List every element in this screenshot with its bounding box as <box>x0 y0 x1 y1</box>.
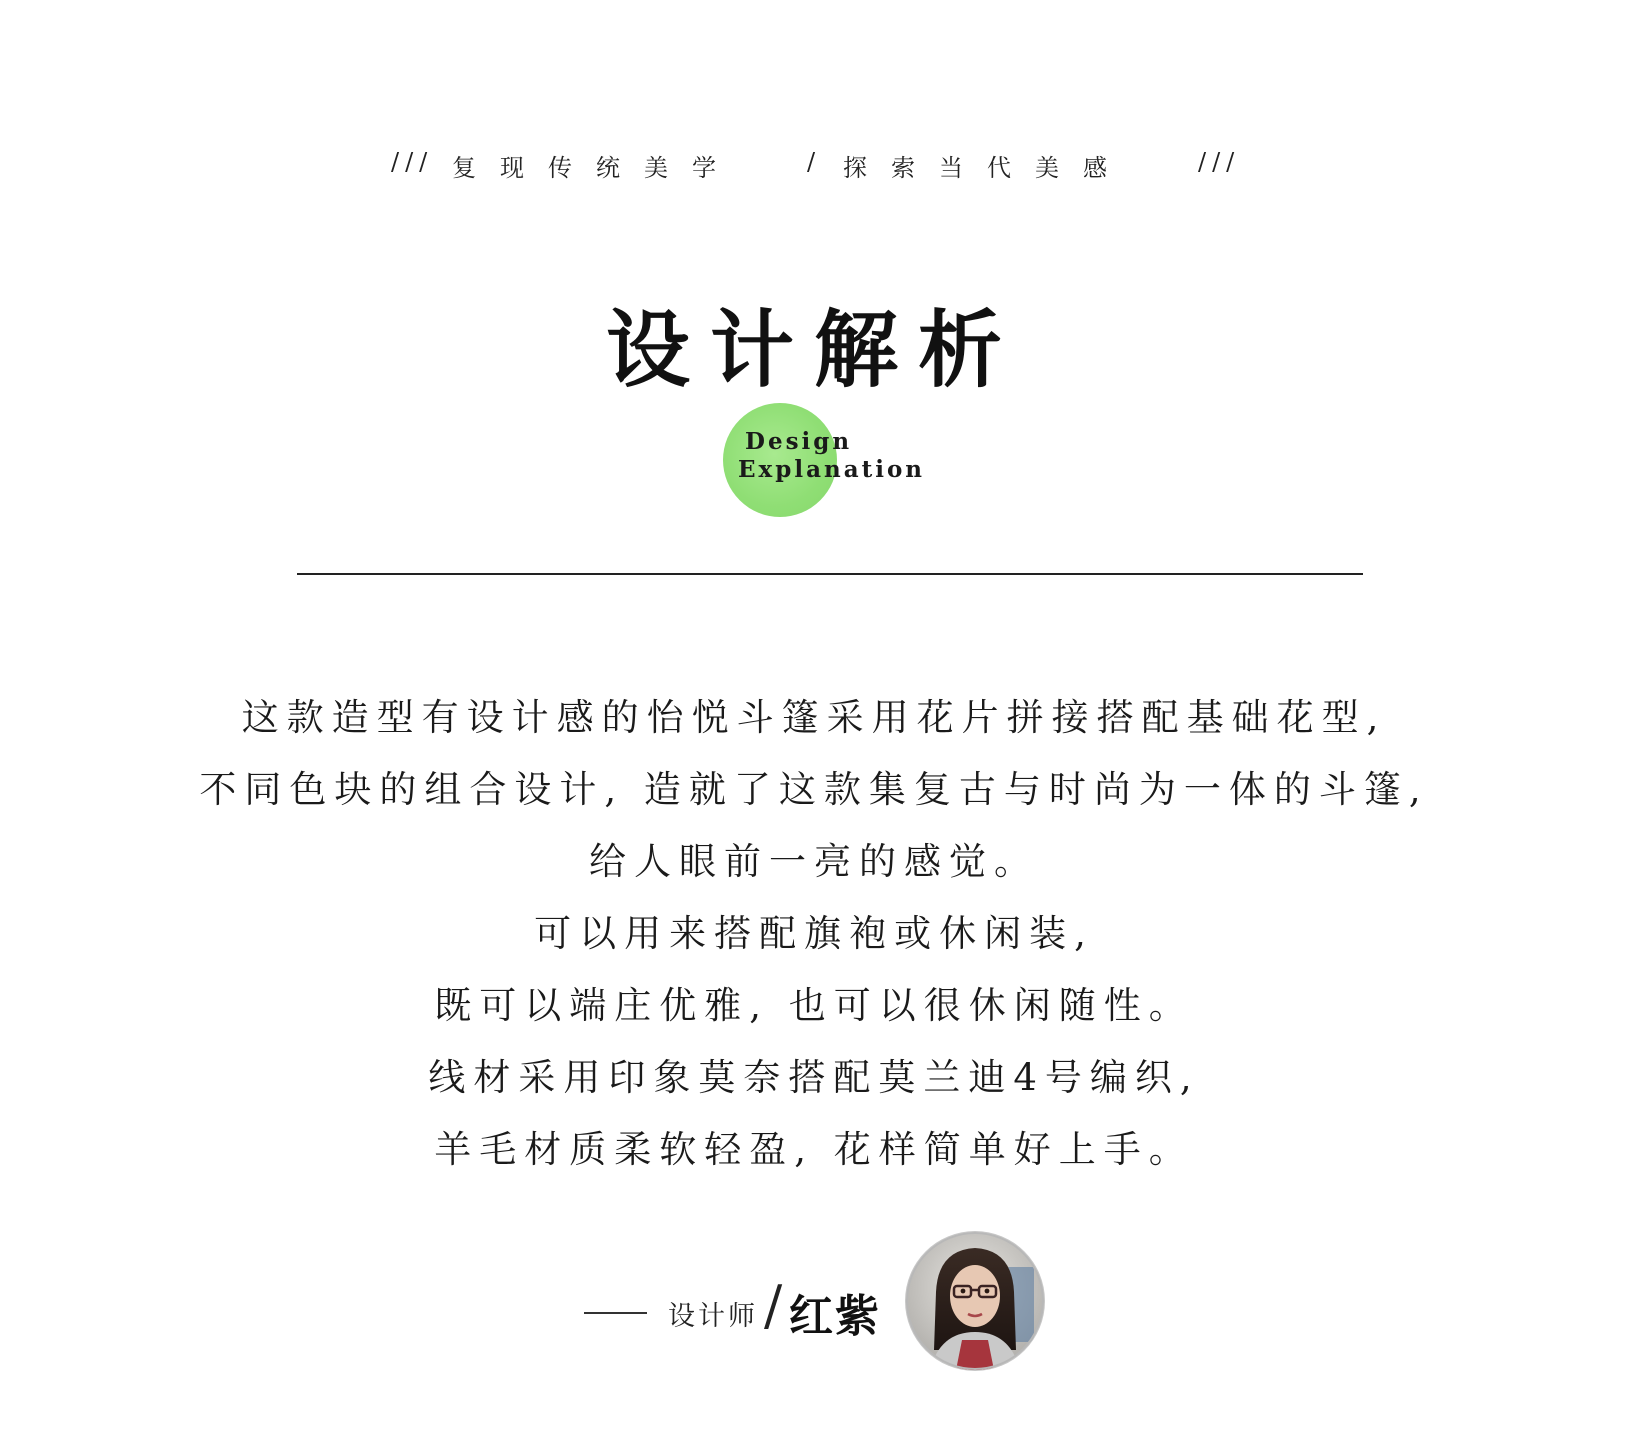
description-line: 这款造型有设计感的怡悦斗篷采用花片拼接搭配基础花型, <box>241 696 1387 739</box>
designer-role: 设计师 <box>668 1301 758 1332</box>
badge-explanation-label: Explanation <box>738 456 926 483</box>
badge-design-label: Design <box>745 428 853 455</box>
description-line: 线材采用印象莫奈搭配莫兰迪4号编织, <box>428 1056 1200 1099</box>
tagline-phrase-traditional: 复现传统美学 <box>452 154 740 182</box>
description-line: 可以用来搭配旗袍或休闲装, <box>534 912 1094 955</box>
designer-avatar <box>906 1232 1044 1370</box>
tagline-lead-slashes: /// <box>391 148 434 176</box>
tagline <box>0 148 1628 188</box>
description-line: 羊毛材质柔软轻盈, 花样简单好上手。 <box>434 1128 1194 1171</box>
avatar-portrait-icon <box>906 1232 1044 1370</box>
description-line: 给人眼前一亮的感觉。 <box>589 840 1039 883</box>
signature-dash <box>584 1312 647 1314</box>
description-line: 既可以端庄优雅, 也可以很休闲随性。 <box>434 984 1194 1027</box>
tagline-mid-slash: / <box>807 148 822 176</box>
tagline-end-slashes: /// <box>1198 148 1241 176</box>
description-line: 不同色块的组合设计, 造就了这款集复古与时尚为一体的斗篷, <box>199 768 1429 811</box>
description-text <box>0 682 1628 1186</box>
tagline-phrase-contemporary: 探索当代美感 <box>843 154 1131 182</box>
page-title: 设计解析 <box>605 300 1022 399</box>
signature-slash: / <box>764 1274 783 1337</box>
designer-name: 红紫 <box>789 1291 881 1342</box>
section-divider <box>297 573 1363 575</box>
